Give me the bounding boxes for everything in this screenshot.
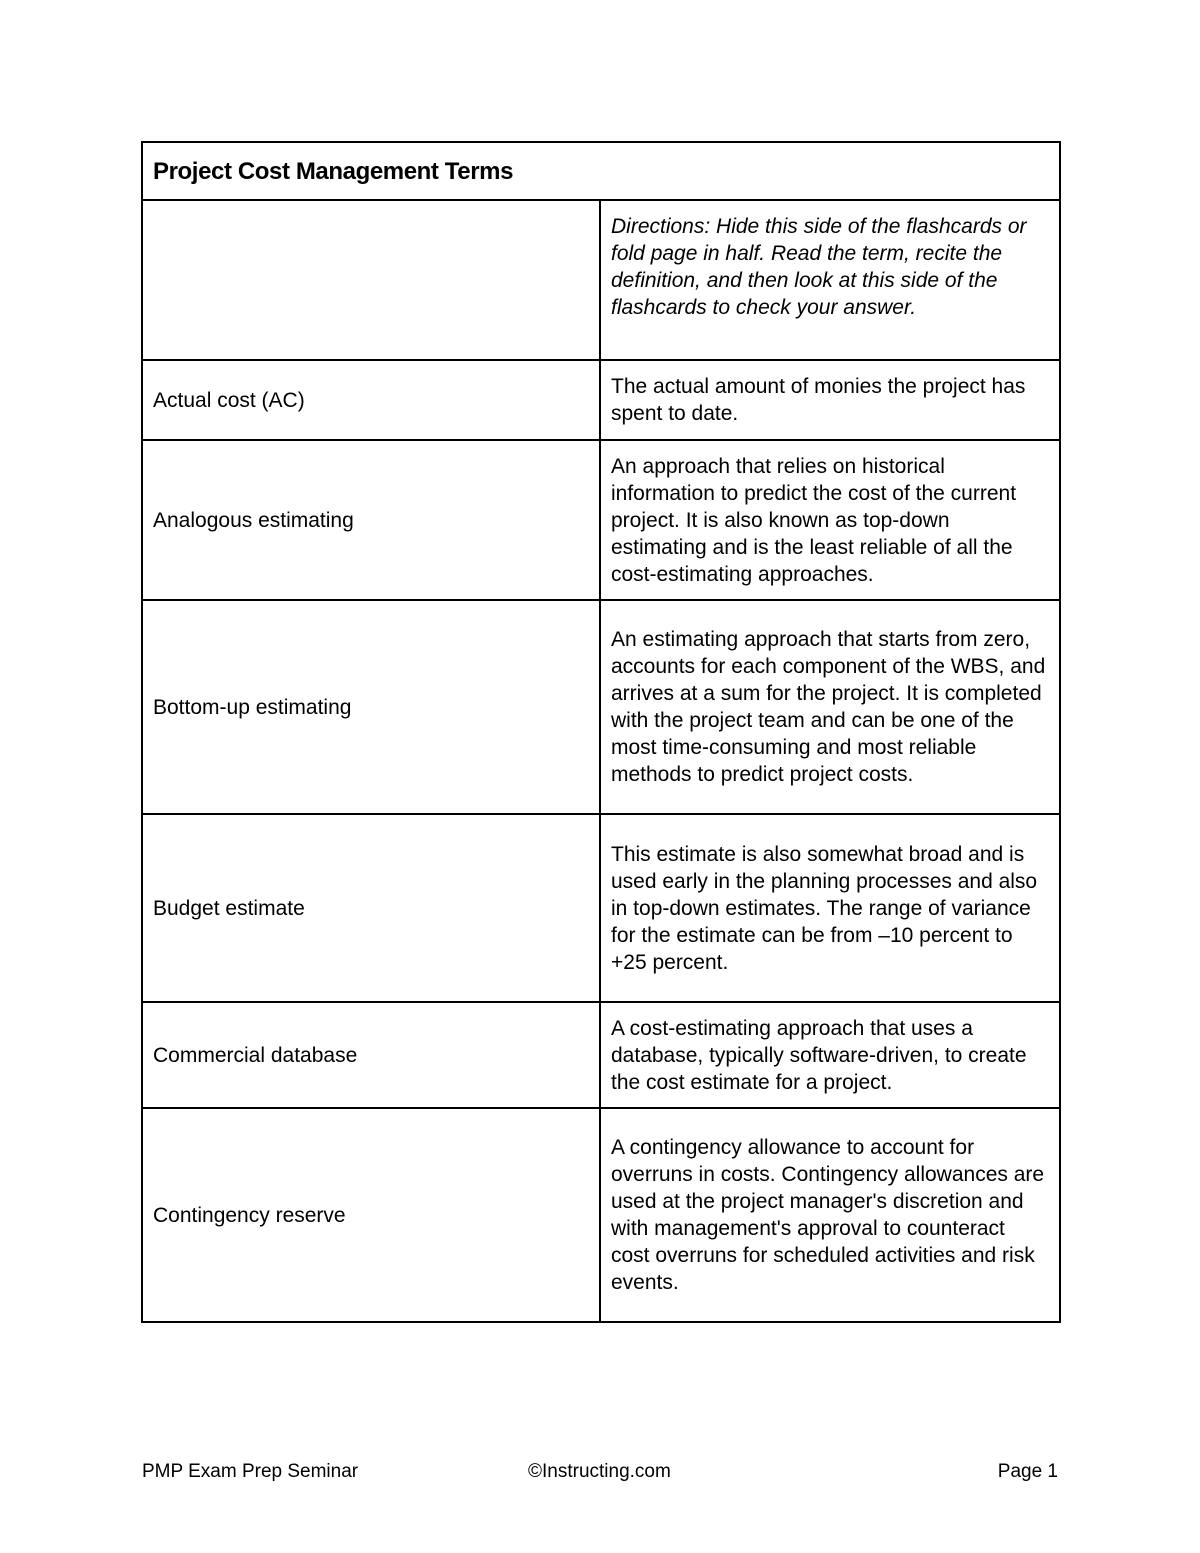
term-cell-empty: [142, 200, 600, 360]
table-row: [142, 360, 1060, 440]
directions-row: [142, 200, 1060, 360]
table-row: [142, 440, 1060, 600]
table-row: [142, 1002, 1060, 1108]
footer-page-number: Page 1: [997, 1461, 1058, 1482]
directions-text: Directions: Hide this side of the flashcards or fold page in half. Read the term, recite the definition, and then look at this side of the flashcards to check your answer.: [600, 200, 1060, 360]
title-row: [142, 142, 1060, 200]
definition-cell: This estimate is also somewhat broad and is used early in the planning processes and also in top-down estimates. The range of variance for the estimate can be from –10 percent to +25 percent.: [600, 814, 1060, 1002]
definition-cell: An approach that relies on historical information to predict the cost of the current project. It is also known as top-down estimating and is the least reliable of all the cost-estimating approaches.: [600, 440, 1060, 600]
table-row: [142, 1108, 1060, 1322]
definition-cell: A contingency allowance to account for overruns in costs. Contingency allowances are used at the project manager's discretion and with management's approval to counteract cost overruns for scheduled activities and risk events.: [600, 1108, 1060, 1322]
term-cell: Analogous estimating: [142, 440, 600, 600]
definition-cell: The actual amount of monies the project has spent to date.: [600, 360, 1060, 440]
term-cell: Commercial database: [142, 1002, 600, 1108]
table-title: Project Cost Management Terms: [142, 142, 1060, 200]
flashcard-table: [141, 141, 1061, 1323]
table-row: [142, 814, 1060, 1002]
term-cell: Actual cost (AC): [142, 360, 600, 440]
definition-cell: A cost-estimating approach that uses a database, typically software-driven, to create the cost estimate for a project.: [600, 1002, 1060, 1108]
table-row: [142, 600, 1060, 814]
footer-seminar-name: PMP Exam Prep Seminar: [142, 1461, 359, 1482]
term-cell: Contingency reserve: [142, 1108, 600, 1322]
footer-copyright: ©Instructing.com: [528, 1461, 671, 1482]
term-cell: Bottom-up estimating: [142, 600, 600, 814]
term-cell: Budget estimate: [142, 814, 600, 1002]
definition-cell: An estimating approach that starts from zero, accounts for each component of the WBS, and arrives at a sum for the project. It is completed with the project team and can be one of the most time-consuming and most reliable methods to predict project costs.: [600, 600, 1060, 814]
